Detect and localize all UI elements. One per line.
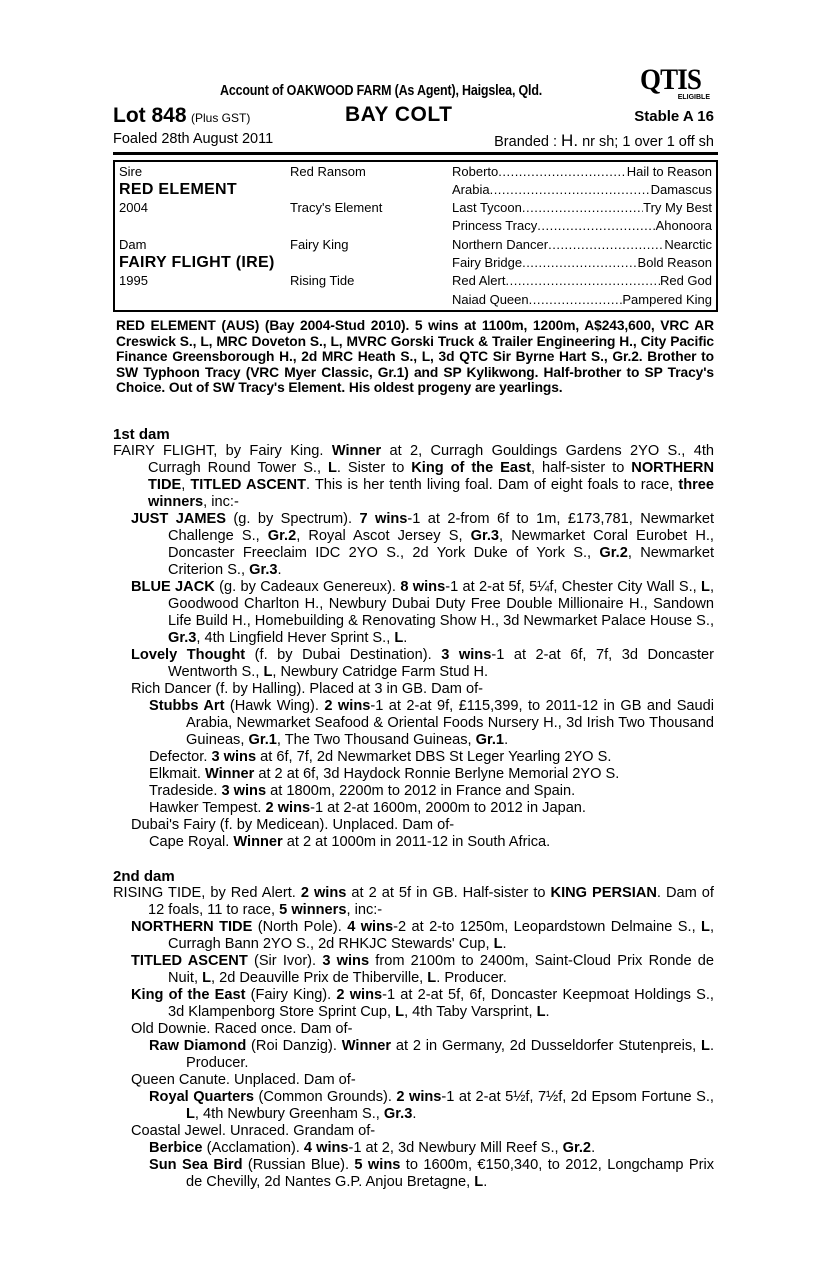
dam-section bbox=[113, 868, 714, 1191]
pedigree-label: Sire bbox=[119, 163, 143, 179]
entry-text: Tradeside. bbox=[149, 783, 222, 799]
dot-leader bbox=[498, 163, 626, 182]
progeny-entry bbox=[113, 817, 714, 834]
bold-text: Gr.1 bbox=[248, 732, 277, 748]
pedigree-label: Dam bbox=[119, 236, 147, 252]
bold-text: 5 wins bbox=[354, 1157, 401, 1173]
lot-label: Lot 848 bbox=[113, 104, 187, 127]
bold-text: L bbox=[202, 970, 211, 986]
pedigree-label: 2004 bbox=[119, 200, 148, 216]
entry-text: . bbox=[591, 1140, 596, 1156]
progeny-entry bbox=[113, 749, 714, 766]
bold-text: Gr.2 bbox=[599, 545, 628, 561]
entry-text: (Acclamation). bbox=[202, 1140, 304, 1156]
branded-label: Branded : bbox=[494, 134, 562, 150]
pedigree-ancestor-sire: Nearctic bbox=[664, 236, 712, 252]
pedigree-row bbox=[115, 181, 716, 200]
branded-detail: nr sh; 1 over 1 off sh bbox=[578, 134, 714, 150]
progeny-entry bbox=[113, 698, 714, 749]
plus-gst: (Plus GST) bbox=[190, 111, 251, 125]
entry-text: (f. by Dubai Destination). bbox=[245, 647, 442, 663]
dot-leader bbox=[505, 272, 659, 291]
entry-text: , bbox=[181, 477, 191, 493]
progeny-entry bbox=[113, 919, 714, 953]
entry-text: at 2 at 5f in GB. Half-sister to bbox=[346, 885, 551, 901]
entry-text: , Newbury Catridge Farm Stud H. bbox=[272, 664, 489, 680]
bold-text: L bbox=[701, 1038, 710, 1054]
header-divider bbox=[113, 152, 718, 155]
bold-text: L bbox=[427, 970, 437, 986]
qtis-eligible-logo bbox=[640, 63, 714, 104]
pedigree-grandparents bbox=[452, 291, 712, 310]
progeny-entry bbox=[113, 1072, 714, 1089]
pedigree-ancestor-sire: Ahonoora bbox=[655, 218, 712, 234]
entry-text: (Russian Blue). bbox=[242, 1157, 355, 1173]
progeny-entry bbox=[113, 783, 714, 800]
bold-text: L bbox=[701, 919, 710, 935]
entry-text: , The Two Thousand Guineas, bbox=[276, 732, 476, 748]
progeny-entry bbox=[113, 579, 714, 647]
entry-text: . Sister to bbox=[336, 460, 412, 476]
bold-text: Winner bbox=[204, 766, 255, 782]
bold-text: 4 wins bbox=[303, 1140, 349, 1156]
pedigree-grandparents bbox=[452, 236, 712, 255]
bold-text: 2 wins bbox=[300, 885, 347, 901]
bold-text: L bbox=[493, 936, 503, 952]
bold-text: 3 wins bbox=[441, 647, 492, 663]
bold-text: 5 winners bbox=[279, 902, 347, 918]
entry-text: , 4th Taby Varsprint, bbox=[404, 1004, 537, 1020]
bold-text: KING PERSIAN bbox=[550, 885, 657, 901]
bold-text: 3 wins bbox=[211, 749, 257, 765]
progeny-entry bbox=[113, 647, 714, 681]
lot-title: BAY COLT bbox=[345, 103, 453, 126]
entry-text: -1 at 2-at 1600m, 2000m to 2012 in Japan. bbox=[310, 800, 586, 816]
bold-text: 4 wins bbox=[347, 919, 394, 935]
pedigree-grandparents bbox=[452, 163, 712, 182]
bold-text: NORTHERN TIDE bbox=[148, 460, 714, 493]
dam-lines bbox=[113, 424, 714, 1208]
pedigree-ancestor: Fairy Bridge bbox=[452, 255, 523, 270]
progeny-entry bbox=[113, 885, 714, 919]
entry-text: . bbox=[403, 630, 408, 646]
entry-text: (Roi Danzig). bbox=[246, 1038, 342, 1054]
bold-text: Winner bbox=[341, 1038, 392, 1054]
pedigree-row bbox=[115, 291, 716, 310]
pedigree-table bbox=[113, 160, 718, 312]
entry-text: , inc:- bbox=[346, 902, 383, 918]
stable: Stable A 16 bbox=[634, 108, 714, 125]
bold-text: TITLED ASCENT bbox=[131, 953, 248, 969]
logo-subtext: ELIGIBLE bbox=[677, 94, 710, 101]
entry-text: to 1600m, €150,340, to 2012, Longchamp Prix de Chevilly, 2d Nantes G.P. Anjou Bretagne, bbox=[186, 1157, 715, 1190]
entry-text: Queen Canute. Unplaced. Dam of- bbox=[131, 1072, 356, 1088]
bold-text: L bbox=[394, 630, 404, 646]
bold-text: 2 wins bbox=[265, 800, 311, 816]
pedigree-row bbox=[115, 236, 716, 255]
progeny-entry bbox=[113, 1089, 714, 1123]
bold-text: 3 wins bbox=[322, 953, 370, 969]
progeny-entry bbox=[113, 1123, 714, 1140]
pedigree-ancestor-sire: Hail to Reason bbox=[626, 163, 712, 179]
progeny-entry bbox=[113, 1157, 714, 1191]
brand-mark: H. bbox=[561, 131, 579, 150]
entry-text: (Fairy King). bbox=[245, 987, 337, 1003]
lot-number bbox=[113, 104, 250, 128]
pedigree-horse-name: FAIRY FLIGHT (IRE) bbox=[119, 254, 275, 271]
bold-text: 3 wins bbox=[221, 783, 267, 799]
pedigree-ancestor: Arabia bbox=[452, 181, 490, 197]
entry-text: (Sir Ivor). bbox=[247, 953, 323, 969]
entry-text: . Dam of 12 foals, 11 to race, bbox=[148, 885, 714, 918]
bold-text: King of the East bbox=[411, 460, 531, 476]
dot-leader bbox=[529, 291, 623, 310]
entry-text: (North Pole). bbox=[252, 919, 348, 935]
entry-text: -1 at 2-at 5f, 6f, Doncaster Keepmoat Holdings S., 3d Klampenborg Store Sprint Cup, bbox=[168, 987, 714, 1020]
dot-leader bbox=[537, 217, 655, 236]
bold-text: 7 wins bbox=[359, 511, 408, 527]
logo-text: QTIS bbox=[640, 63, 701, 96]
entry-text: at 2 at 1000m in 2011-12 in South Africa. bbox=[282, 834, 551, 850]
bold-text: Gr.3 bbox=[383, 1106, 413, 1122]
entry-text: , inc:- bbox=[203, 494, 239, 510]
entry-text: . bbox=[502, 936, 507, 952]
bold-text: JUST JAMES bbox=[131, 511, 226, 527]
entry-text: . bbox=[483, 1174, 488, 1190]
entry-text: at 2 in Germany, 2d Dusseldorfer Stutenpreis, bbox=[391, 1038, 702, 1054]
entry-text: , Royal Ascot Jersey S, bbox=[296, 528, 471, 544]
pedigree-ancestor-sire: Damascus bbox=[650, 181, 712, 197]
bold-text: L bbox=[327, 460, 337, 476]
entry-text: -1 at 2-from 6f to 1m, £173,781, Newmarket Challenge S., bbox=[168, 511, 714, 544]
pedigree-row bbox=[115, 272, 716, 291]
progeny-entry bbox=[113, 834, 714, 851]
entry-text: Hawker Tempest. bbox=[149, 800, 266, 816]
progeny-entry bbox=[113, 443, 714, 511]
entry-text: -1 at 2-at 5f, 5¼f, Chester City Wall S., bbox=[445, 579, 702, 595]
bold-text: NORTHERN TIDE bbox=[131, 919, 253, 935]
entry-text: -1 at 2, 3d Newbury Mill Reef S., bbox=[348, 1140, 563, 1156]
pedigree-parent: Fairy King bbox=[290, 236, 349, 252]
entry-text: , half-sister to bbox=[530, 460, 632, 476]
pedigree-horse-name: RED ELEMENT bbox=[119, 180, 237, 198]
pedigree-grandparents bbox=[452, 217, 712, 236]
entry-text: -2 at 2-to 1250m, Leopardstown Delmaine S., bbox=[393, 919, 702, 935]
dot-leader bbox=[490, 181, 651, 200]
entry-text: Cape Royal. bbox=[149, 834, 234, 850]
bold-text: Gr.3 bbox=[470, 528, 500, 544]
progeny-entry bbox=[113, 1038, 714, 1072]
entry-text: RISING TIDE, by Red Alert. bbox=[113, 885, 301, 901]
bold-text: 2 wins bbox=[324, 698, 371, 714]
entry-text: (g. by Cadeaux Genereux). bbox=[214, 579, 401, 595]
dot-leader bbox=[548, 236, 664, 255]
entry-text: . bbox=[412, 1106, 417, 1122]
bold-text: Lovely Thought bbox=[131, 647, 246, 663]
bold-text: BLUE JACK bbox=[131, 579, 215, 595]
pedigree-grandparents bbox=[452, 181, 712, 200]
entry-text: Rich Dancer (f. by Halling). Placed at 3 in GB. Dam of- bbox=[131, 681, 484, 697]
bold-text: L bbox=[186, 1106, 195, 1122]
entry-text: at 2 at 6f, 3d Haydock Ronnie Berlyne Memorial 2YO S. bbox=[254, 766, 620, 782]
pedigree-row bbox=[115, 254, 716, 273]
progeny-entry bbox=[113, 800, 714, 817]
section-heading: 2nd dam bbox=[113, 868, 175, 885]
pedigree-ancestor: Princess Tracy bbox=[452, 218, 538, 234]
bold-text: Gr.3 bbox=[249, 562, 278, 578]
pedigree-row bbox=[115, 217, 716, 236]
pedigree-ancestor: Last Tycoon bbox=[452, 200, 522, 216]
progeny-entry bbox=[113, 1021, 714, 1038]
bold-text: Raw Diamond bbox=[149, 1038, 247, 1054]
pedigree-ancestor-sire: Try My Best bbox=[643, 200, 712, 216]
entry-text: , Curragh Bann 2YO S., 2d RHKJC Stewards' Cup, bbox=[168, 919, 714, 952]
bold-text: 8 wins bbox=[400, 579, 446, 595]
progeny-entry bbox=[113, 987, 714, 1021]
bold-text: Gr.2 bbox=[562, 1140, 592, 1156]
bold-text: L bbox=[263, 664, 273, 680]
section-heading: 1st dam bbox=[113, 426, 170, 443]
entry-text: . bbox=[277, 562, 282, 578]
entry-text: , Newmarket Criterion S., bbox=[168, 545, 714, 578]
entry-text: from 2100m to 2400m, Saint-Cloud Prix Ronde de Nuit, bbox=[168, 953, 715, 986]
pedigree-parent: Tracy's Element bbox=[290, 200, 383, 216]
pedigree-ancestor-sire: Red God bbox=[659, 273, 712, 289]
pedigree-grandparents bbox=[452, 254, 712, 273]
pedigree-grandparents bbox=[452, 199, 712, 218]
entry-text: , Goodwood Charlton H., Newbury Dubai Duty Free Double Millionaire H., Sandown Life Build H., Homebuilding & Renovating Show H., 3d Newmarket Palace House S., bbox=[168, 579, 715, 629]
bold-text: Berbice bbox=[149, 1140, 203, 1156]
pedigree-parent: Red Ransom bbox=[290, 163, 366, 179]
entry-text: (g. by Spectrum). bbox=[226, 511, 360, 527]
bold-text: L bbox=[701, 579, 710, 595]
pedigree-ancestor: Northern Dancer bbox=[452, 236, 549, 252]
entry-text: -1 at 2-at 9f, £115,399, to 2011-12 in GB and Saudi Arabia, Newmarket Seafood & Oriental Foods Nursery H., 3d Irish Two Thousand Guineas, bbox=[186, 698, 715, 748]
entry-text: Dubai's Fairy (f. by Medicean). Unplaced. Dam of- bbox=[131, 817, 455, 833]
pedigree-parent: Rising Tide bbox=[290, 273, 355, 289]
dot-leader bbox=[522, 254, 637, 273]
pedigree-row bbox=[115, 163, 716, 182]
pedigree-ancestor: Red Alert bbox=[452, 273, 506, 289]
bold-text: Royal Quarters bbox=[149, 1089, 255, 1105]
progeny-entry bbox=[113, 1140, 714, 1157]
progeny-entry bbox=[113, 511, 714, 579]
sire-description: RED ELEMENT (AUS) (Bay 2004-Stud 2010). 5 wins at 1100m, 1200m, A$243,600, VRC AR Creswick S., L, MRC Doveton S., L, MVRC Gorski Truck & Trailer Engineering H., City Pacific Finance Greensborough H., 2d MRC Heath S., L, 3d QTC Sir Byrne Hart S., Gr.2. Brother to SW Typhoon Tracy (VRC Myer Classic, Gr.1) and SP Kylikwong. Half-brother to SP Tracy's Choice. Out of SW Tracy's Element. His oldest progeny are yearlings. bbox=[116, 318, 714, 395]
entry-text: at 1800m, 2200m to 2012 in France and Spain. bbox=[266, 783, 576, 799]
branding bbox=[494, 131, 714, 151]
pedigree-grandparents bbox=[452, 272, 712, 291]
entry-text: Coastal Jewel. Unraced. Grandam of- bbox=[131, 1123, 376, 1139]
progeny-entry bbox=[113, 681, 714, 698]
pedigree-ancestor: Naiad Queen bbox=[452, 291, 529, 307]
entry-text: . This is her tenth living foal. Dam of eight foals to race, bbox=[306, 477, 679, 493]
bold-text: Stubbs Art bbox=[149, 698, 225, 714]
dot-leader bbox=[522, 199, 643, 218]
entry-text: , 4th Lingfield Hever Sprint S., bbox=[196, 630, 395, 646]
pedigree-ancestor-sire: Pampered King bbox=[622, 291, 712, 307]
entry-text: (Common Grounds). bbox=[254, 1089, 397, 1105]
dam-section bbox=[113, 426, 714, 851]
entry-text: Elkmait. bbox=[149, 766, 205, 782]
entry-text: . Producer. bbox=[436, 970, 507, 986]
entry-text: . bbox=[545, 1004, 550, 1020]
entry-text: . bbox=[504, 732, 509, 748]
entry-text: FAIRY FLIGHT, by Fairy King. bbox=[113, 443, 332, 459]
pedigree-label: 1995 bbox=[119, 273, 148, 289]
bold-text: King of the East bbox=[131, 987, 246, 1003]
vendor-account: Account of OAKWOOD FARM (As Agent), Haigslea, Qld. bbox=[220, 83, 543, 99]
bold-text: 2 wins bbox=[336, 987, 383, 1003]
bold-text: Sun Sea Bird bbox=[149, 1157, 243, 1173]
bold-text: Gr.1 bbox=[475, 732, 505, 748]
bold-text: Winner bbox=[331, 443, 382, 459]
pedigree-ancestor-sire: Bold Reason bbox=[637, 255, 712, 270]
entry-text: . Producer. bbox=[186, 1038, 714, 1071]
entry-text: , 2d Deauville Prix de Thiberville, bbox=[210, 970, 428, 986]
bold-text: L bbox=[536, 1004, 546, 1020]
entry-text: , Newmarket Coral Eurobet H., Doncaster Freeclaim IDC 2YO S., 2d York Duke of York S., bbox=[168, 528, 714, 561]
entry-text: at 2, Curragh Gouldings Gardens 2YO S., 4th Curragh Round Tower S., bbox=[148, 443, 714, 476]
bold-text: Gr.3 bbox=[168, 630, 197, 646]
bold-text: Winner bbox=[233, 834, 283, 850]
entry-text: Defector. bbox=[149, 749, 212, 765]
entry-text: (Hawk Wing). bbox=[224, 698, 325, 714]
pedigree-ancestor: Roberto bbox=[452, 163, 499, 179]
entry-text: -1 at 2-at 5½f, 7½f, 2d Epsom Fortune S., bbox=[441, 1089, 714, 1105]
bold-text: three winners bbox=[148, 477, 715, 510]
progeny-entry bbox=[113, 953, 714, 987]
entry-text: , 4th Newbury Greenham S., bbox=[194, 1106, 384, 1122]
bold-text: Gr.2 bbox=[267, 528, 297, 544]
bold-text: TITLED ASCENT bbox=[190, 477, 306, 493]
entry-text: -1 at 2-at 6f, 7f, 3d Doncaster Wentworth S., bbox=[168, 647, 715, 680]
pedigree-row bbox=[115, 199, 716, 218]
bold-text: L bbox=[395, 1004, 405, 1020]
progeny-entry bbox=[113, 766, 714, 783]
entry-text: at 6f, 7f, 2d Newmarket DBS St Leger Yearling 2YO S. bbox=[256, 749, 612, 765]
bold-text: 2 wins bbox=[396, 1089, 442, 1105]
foaled-date: Foaled 28th August 2011 bbox=[113, 131, 274, 147]
entry-text: Old Downie. Raced once. Dam of- bbox=[131, 1021, 353, 1037]
bold-text: L bbox=[474, 1174, 484, 1190]
